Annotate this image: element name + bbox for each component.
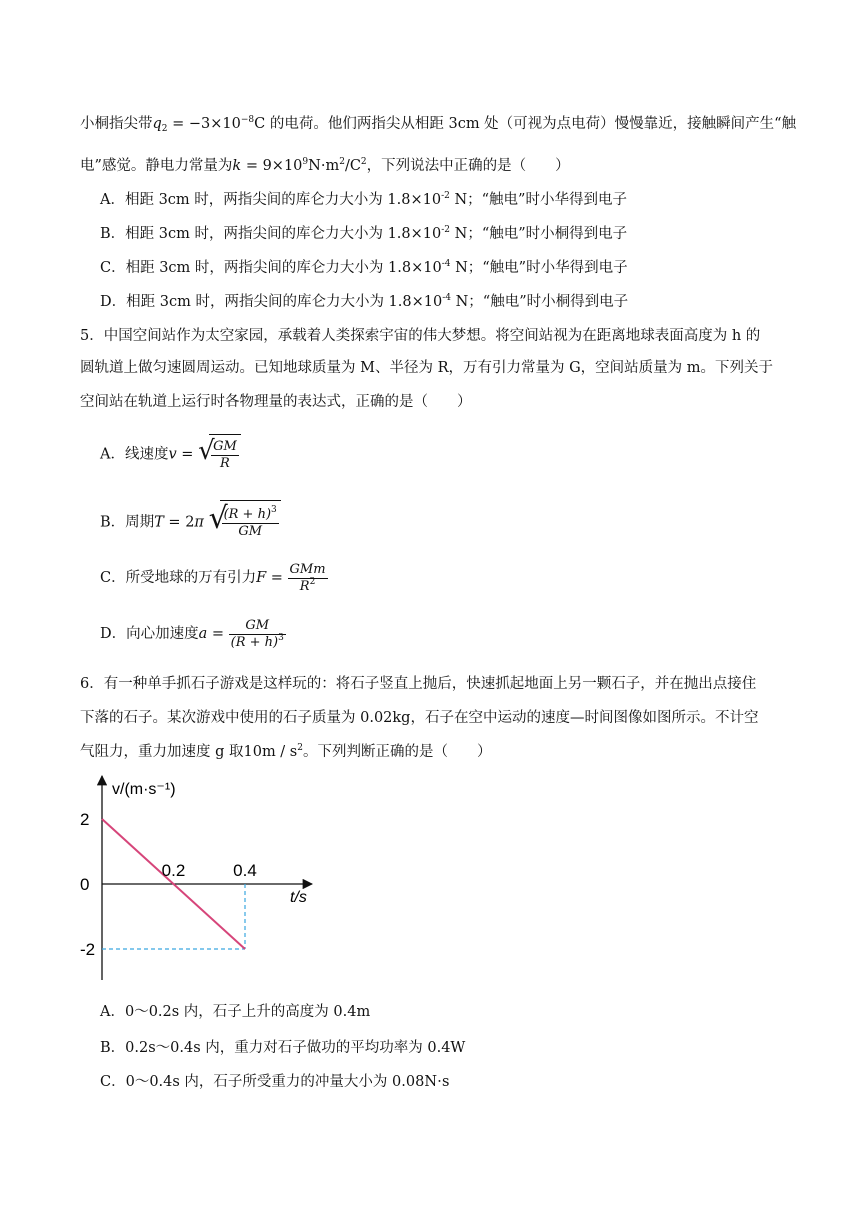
- y-tick-label: -2: [80, 940, 96, 959]
- q4-stem-line-2: [80, 156, 570, 176]
- formula-t: T: [154, 514, 164, 531]
- q5-option-d-label: D．向心加速度: [100, 626, 199, 642]
- fraction: $\frac{\text{GMm}}{R^2}$: [289, 561, 326, 594]
- q6-text: 。下列判断正确的是（ ）: [302, 744, 492, 760]
- q5-option-b-label: B．周期: [100, 514, 155, 531]
- k-unit-c-exp: 2: [360, 157, 367, 167]
- k-unit: N·m: [308, 158, 340, 174]
- fraction: $\frac{GM}{(R + h)^3}$: [230, 617, 284, 650]
- q5-option-c[interactable]: C．所受地球的万有引力F = $\frac{\text{GMm}}{R^2}$: [100, 561, 326, 594]
- q6-stem-line-3: 气阻力，重力加速度 g 取$10m / s^2$。下列判断正确的是（ ）: [80, 743, 492, 760]
- sqrt-formula: √ $\frac{GM}{R}$: [198, 434, 241, 475]
- k-value: = 9×10: [245, 158, 303, 174]
- sqrt-formula: √ $\frac{(R + h)^3}{GM}$: [209, 500, 281, 545]
- velocity-time-chart: [78, 770, 328, 985]
- q2-value: = −3×10: [172, 116, 241, 132]
- q6-stem-line-2: 下落的石子。某次游戏中使用的石子质量为 0.02kg，石子在空中运动的速度—时间图像如图所示。不计空: [80, 710, 759, 726]
- q5-stem-line-1: 5．中国空间站作为太空家园，承载着人类探索宇宙的伟大梦想。将空间站视为在距离地球表面高度为 h 的: [80, 328, 761, 344]
- q4-option-d[interactable]: D．相距 3cm 时，两指尖间的库仑力大小为 $1.8\times 10^{-4}$ N；“触电”时小桐得到电子: [100, 293, 629, 310]
- q4-text: 电”感觉。静电力常量为: [80, 158, 233, 174]
- q5-option-a[interactable]: A．线速度v = √ $\frac{GM}{R}$: [100, 434, 241, 475]
- q6-text: 气阻力，重力加速度 g 取: [80, 744, 244, 760]
- formula-a: a: [198, 626, 208, 642]
- x-tick-label: 0.4: [233, 861, 257, 880]
- q5-stem-line-3: 空间站在轨道上运行时各物理量的表达式，正确的是（ ）: [80, 394, 472, 410]
- q6-option-a[interactable]: A．0～0.2s 内，石子上升的高度为 0.4m: [100, 1004, 371, 1020]
- formula-f: F: [256, 570, 267, 586]
- x-tick-label: 0.2: [161, 861, 186, 880]
- q4-option-b[interactable]: B．相距 3cm 时，两指尖间的库仑力大小为 $1.8\times 10^{-2}$ N；“触电”时小桐得到电子: [100, 225, 628, 242]
- q5-option-a-label: A．线速度: [100, 446, 169, 463]
- q5-option-c-label: C．所受地球的万有引力: [100, 570, 257, 586]
- q2-subscript: 2: [161, 124, 168, 134]
- q4-text: 小桐指尖带: [80, 116, 153, 132]
- k-unit-c: /C: [344, 158, 361, 174]
- k-unit-exp: 2: [339, 157, 345, 167]
- k-exponent: 9: [302, 157, 309, 167]
- q4-text: C 的电荷。他们两指尖从相距 3cm 处（可视为点电荷）慢慢靠近，接触瞬间产生“触: [254, 116, 797, 132]
- formula-v: v: [168, 446, 177, 463]
- y-tick-label: 2: [80, 810, 90, 829]
- q6-option-b[interactable]: B．0.2s～0.4s 内，重力对石子做功的平均功率为 0.4W: [100, 1040, 466, 1056]
- y-axis-label: v/(m·s⁻¹): [112, 781, 176, 798]
- q2-exponent: −8: [240, 115, 255, 125]
- x-axis-label: t/s: [290, 889, 307, 906]
- q2-symbol: q: [152, 116, 162, 132]
- q5-option-b[interactable]: B．周期T = 2π √ $\frac{(R + h)^3}{GM}$: [100, 500, 281, 545]
- q6-stem-line-1: 6．有一种单手抓石子游戏是这样玩的：将石子竖直上抛后，快速抓起地面上另一颗石子，并在抛出点接住: [80, 676, 757, 692]
- q4-option-a[interactable]: A．相距 3cm 时，两指尖间的库仑力大小为 $1.8\times 10^{-2}$ N；“触电”时小华得到电子: [100, 191, 627, 208]
- q5-stem-line-2: 圆轨道上做匀速圆周运动。已知地球质量为 M、半径为 R，万有引力常量为 G，空间站质量为 m。下列关于: [80, 360, 774, 376]
- q4-text: ，下列说法中正确的是（ ）: [366, 158, 570, 174]
- y-tick-label: 0: [80, 875, 90, 894]
- q6-option-c[interactable]: C．0～0.4s 内，石子所受重力的冲量大小为 0.08N⋅s: [100, 1074, 450, 1090]
- q4-option-c[interactable]: C．相距 3cm 时，两指尖间的库仑力大小为 $1.8\times 10^{-4}$ N；“触电”时小华得到电子: [100, 259, 628, 276]
- k-symbol: k: [232, 158, 242, 174]
- q5-option-d[interactable]: D．向心加速度a = $\frac{GM}{(R + h)^3}$: [100, 617, 284, 650]
- q4-stem-line-1: [80, 114, 796, 134]
